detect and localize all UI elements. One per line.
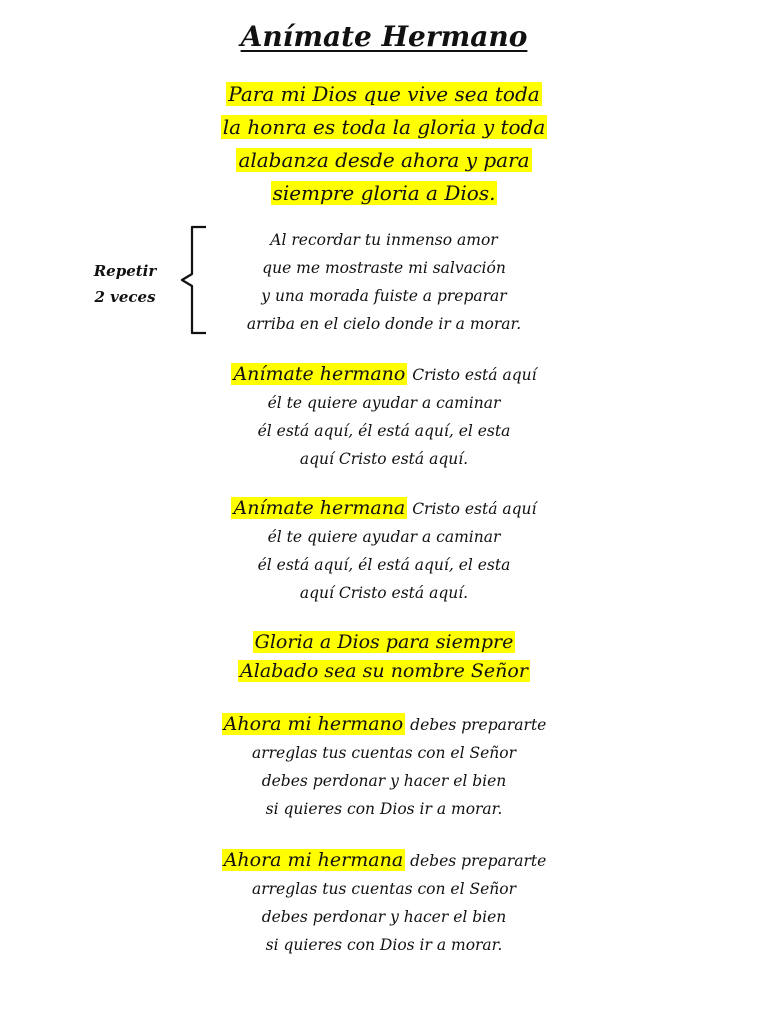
stanza-first-rest: Cristo está aquí	[407, 500, 537, 518]
verse-block	[150, 226, 618, 338]
gloria-line: Alabado sea su nombre Señor	[240, 660, 528, 682]
chorus-block	[150, 78, 618, 210]
verse-line: arriba en el cielo donde ir a morar.	[246, 315, 522, 333]
stanza-highlight: Anímate hermana	[233, 497, 406, 519]
stanza-line: arreglas tus cuentas con el Señor	[252, 744, 516, 762]
stanza-5	[150, 846, 618, 959]
stanza-1	[150, 360, 618, 473]
chorus-line: alabanza desde ahora y para	[238, 148, 530, 172]
stanza-line: él está aquí, él está aquí, el esta	[257, 556, 511, 574]
verse-line: que me mostraste mi salvación	[262, 259, 506, 277]
stanza-line: él está aquí, él está aquí, el esta	[257, 422, 511, 440]
stanza-line: él te quiere ayudar a caminar	[267, 394, 501, 412]
stanza-line: aquí Cristo está aquí.	[299, 584, 469, 602]
repeat-note-line: Repetir	[93, 262, 157, 280]
verse-line: Al recordar tu inmenso amor	[270, 231, 498, 249]
stanza-highlight: Anímate hermano	[233, 363, 406, 385]
chorus-line: la honra es toda la gloria y toda	[222, 115, 546, 139]
stanza-line: aquí Cristo está aquí.	[299, 450, 469, 468]
stanza-line: él te quiere ayudar a caminar	[267, 528, 501, 546]
stanza-line: debes perdonar y hacer el bien	[261, 908, 507, 926]
gloria-block	[150, 628, 618, 686]
stanza-first-rest: debes prepararte	[405, 852, 547, 870]
chorus-line: siempre gloria a Dios.	[272, 181, 496, 205]
stanza-line: debes perdonar y hacer el bien	[261, 772, 507, 790]
stanza-line: arreglas tus cuentas con el Señor	[252, 880, 516, 898]
page-title: Anímate Hermano	[240, 20, 528, 53]
stanza-first-rest: Cristo está aquí	[407, 366, 537, 384]
stanza-first-rest: debes prepararte	[405, 716, 547, 734]
verse-line: y una morada fuiste a preparar	[261, 287, 507, 305]
stanza-highlight: Ahora mi hermano	[223, 713, 404, 735]
stanza-line: si quieres con Dios ir a morar.	[265, 936, 503, 954]
stanza-2	[150, 494, 618, 607]
stanza-4	[150, 710, 618, 823]
stanza-line: si quieres con Dios ir a morar.	[265, 800, 503, 818]
chorus-line: Para mi Dios que vive sea toda	[228, 82, 540, 106]
gloria-line: Gloria a Dios para siempre	[254, 631, 514, 653]
stanza-highlight: Ahora mi hermana	[223, 849, 404, 871]
repeat-note-line: 2 veces	[94, 288, 156, 306]
